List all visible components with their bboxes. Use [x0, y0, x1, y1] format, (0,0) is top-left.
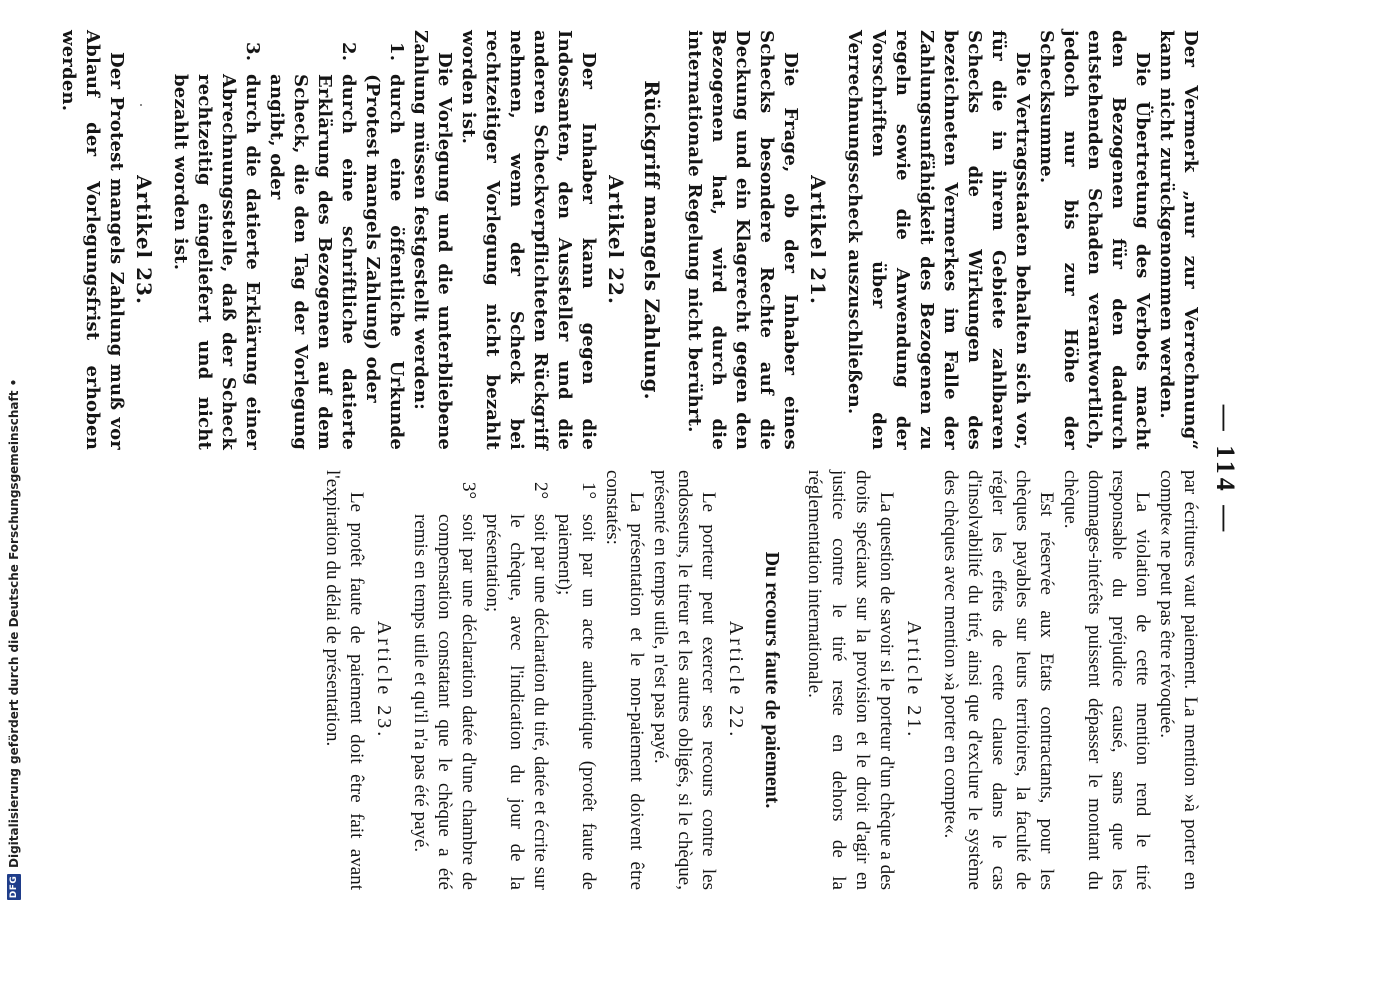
list-item: [360, 42, 408, 450]
german-paragraph: Der Vermerk „nur zur Verrechnung“ kann nicht zurückgenommen werden.: [1156, 30, 1201, 450]
list-item-number: 1.: [386, 42, 407, 62]
list-item-text: durch eine öffentliche Urkunde (Protest mangels Zahlung) oder: [362, 74, 407, 450]
digitization-credit: [4, 100, 24, 900]
french-paragraph: La violation de cette mention rend le tiré responsable du préjudice causé, sans que les dommages-intérêts puissent dépasser le montant du chèque.: [1060, 470, 1153, 890]
article-22-text-fr: Le porteur peut exercer ses recours contre les endosseurs, le tireur et les autres obligés, si le chèque, présenté en temps utile, n'est pas payé.: [650, 470, 719, 890]
article-22-text-fr: La présentation et le non-paiement doivent être constatés:: [602, 470, 647, 890]
article-21-heading-de: Artikel 21.: [806, 175, 830, 305]
french-paragraph: par écritures vaut paiement. La mention »à porter en compte« ne peut pas être révoquée.: [1156, 470, 1201, 890]
german-column: [56, 30, 1202, 450]
list-item-number: 2°: [530, 482, 551, 500]
article-22-text-de: Die Vorlegung und die unterbliebene Zahlung müssen festgestellt werden:: [410, 30, 455, 450]
article-22-text-de: Der Inhaber kann gegen die Indossanten, den Aussteller und die anderen Scheckverpflichteten Rückgriff nehmen, wenn der Scheck bei rechtzeitiger Vorlegung nicht bezahlt worden ist.: [458, 30, 599, 450]
german-list: [168, 42, 408, 450]
list-item: [480, 482, 552, 890]
german-paragraph: Die Vertragsstaaten behalten sich vor, für die in ihrem Gebiete zahlbaren Schecks die Wirkungen des bezeichneten Vermerkes im Falle der Zahlungsunfähigkeit des Bezogenen zu regeln sowie die Anwendung der Vorschriften über den Verrechnungsscheck auszuschließen.: [844, 30, 1033, 450]
list-item-text: durch die datierte Erklärung einer Abrechnungsstelle, daß der Scheck rechtzeitig eingeliefert und nicht bezahlt worden ist.: [170, 74, 263, 450]
article-21-heading-fr: Article 21.: [903, 620, 925, 740]
article-23-text-de: Der Protest mangels Zahlung muß vor Ablauf der Vorlegungsfrist erhoben werden.: [58, 30, 127, 450]
article-23-heading-de: Artikel 23.: [132, 175, 156, 305]
list-item-text: durch eine schriftliche datierte Erklärung des Bezogenen auf dem Scheck, die den Tag der Vorlegung angibt, oder: [266, 74, 359, 450]
list-item-number: 3.: [242, 42, 263, 62]
page-number: — 114 —: [1211, 404, 1240, 536]
section-heading-fr: Du recours faute de paiement.: [761, 551, 783, 809]
article-21-text-fr: La question de savoir si le porteur d'un chèque a des droits spéciaux sur la provision et le droit d'agir en justice contre le tiré reste en dehors de la réglementation internationale.: [804, 470, 897, 890]
french-column: [320, 470, 1202, 890]
list-item: [264, 42, 360, 450]
french-paragraph: Est réservée aux Etats contractants, pour les chèques payables sur leurs territoires, la faculté de régler les effets de cette clause dans le cas d'insolvabilité du tiré, ainsi que d'exclure le système des chèques avec mention »à porter en compte«.: [940, 470, 1057, 890]
list-item-text: soit par une déclaration du tiré, datée et écrite sur le chèque, avec l'indication du jour de la présentation;: [482, 514, 551, 890]
section-heading-de: Rückgriff mangels Zahlung.: [640, 80, 664, 400]
dfg-logo: DFG: [9, 875, 19, 899]
list-item: [168, 42, 264, 450]
article-21-text-de: Die Frage, ob der Inhaber eines Schecks besondere Rechte auf die Deckung und ein Klagerecht gegen den Bezogenen hat, wird durch die internationale Regelung nicht berührt.: [684, 30, 801, 450]
credit-text: Digitalisierung gefördert durch die Deutsche Forschungsgemeinschaft •: [7, 378, 21, 868]
printed-page: [58, 30, 1240, 910]
german-paragraph: Die Übertretung des Verbots macht den Bezogenen für den dadurch entstehenden Schaden verantwortlich, jedoch nur bis zur Höhe der Schecksumme.: [1036, 30, 1153, 450]
article-23-heading-fr: Article 23.: [373, 620, 395, 740]
list-item: [408, 482, 480, 890]
list-item-text: soit par une déclaration datée d'une chambre de compensation constatant que le chèque a été remis en temps utile et qu'il n'a pas été payé.: [410, 514, 479, 890]
article-23-text-fr: Le protêt faute de paiement doit être fait avant l'expiration du délai de présentation.: [322, 470, 367, 890]
article-22-heading-de: Artikel 22.: [604, 175, 628, 305]
list-item-number: 3°: [458, 482, 479, 500]
list-item-number: 1°: [578, 482, 599, 500]
list-item: [552, 482, 600, 890]
list-item-number: 2.: [338, 42, 359, 62]
french-list: [408, 482, 600, 890]
article-22-heading-fr: Article 22.: [725, 620, 747, 740]
list-item-text: soit par un acte authentique (protêt faute de paiement);: [554, 514, 599, 890]
